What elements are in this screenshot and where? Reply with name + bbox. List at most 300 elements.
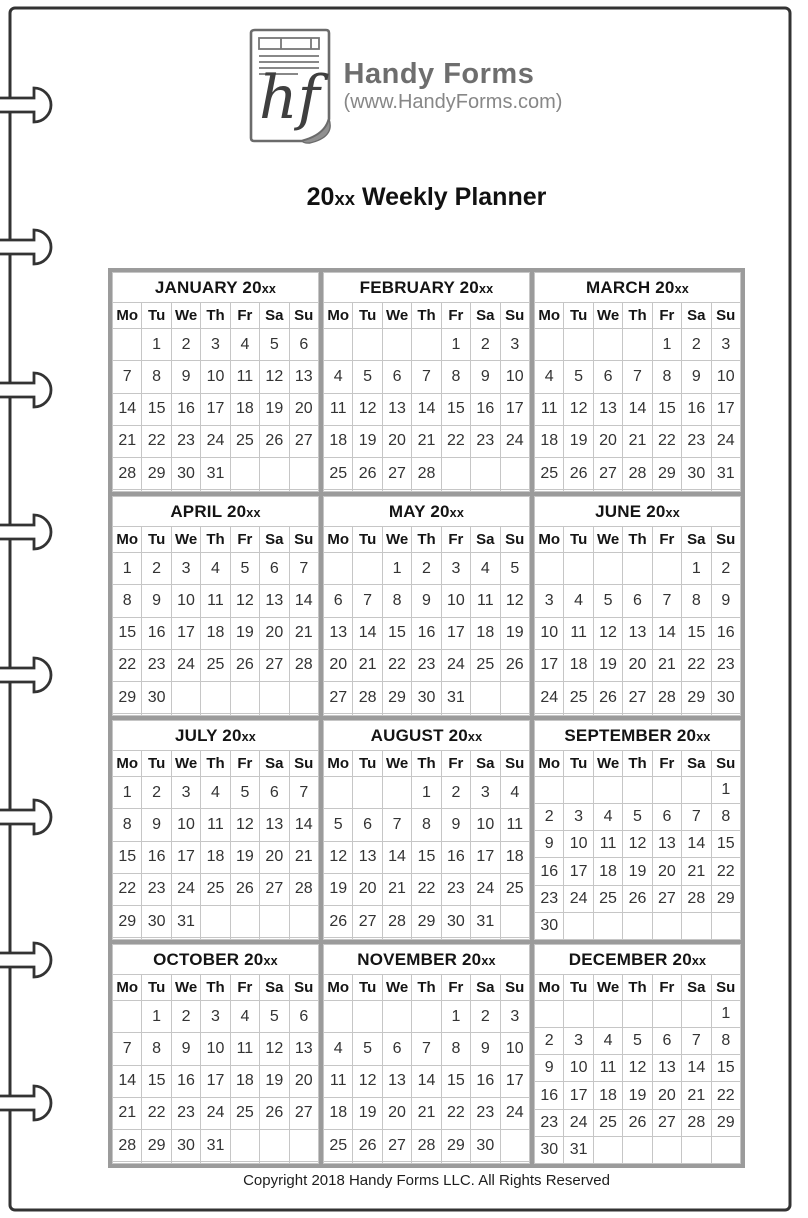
- date-cell: 27: [289, 425, 318, 457]
- date-cell: 29: [382, 682, 411, 714]
- empty-date-cell: [535, 714, 564, 716]
- date-cell: 13: [289, 1033, 318, 1065]
- date-cell: 19: [623, 1082, 652, 1109]
- empty-date-cell: [652, 553, 681, 585]
- week-row: [324, 1001, 530, 1033]
- date-cell: 26: [353, 458, 382, 490]
- empty-date-cell: [412, 714, 441, 716]
- empty-date-cell: [260, 458, 289, 490]
- week-row: [324, 714, 530, 716]
- calendar-grid: [108, 268, 745, 1168]
- dow-row: [324, 527, 530, 553]
- date-cell: 15: [441, 1065, 470, 1097]
- date-cell: 31: [711, 458, 740, 490]
- week-row: [113, 938, 319, 940]
- empty-date-cell: [471, 714, 500, 716]
- month-block: [323, 272, 530, 492]
- month-title: [113, 945, 319, 975]
- date-cell: 9: [471, 1033, 500, 1065]
- week-row: [535, 361, 741, 393]
- date-cell: 18: [564, 649, 593, 681]
- day-header-cell: Fr: [441, 975, 470, 1001]
- week-row: [113, 777, 319, 809]
- day-header-cell: Mo: [535, 303, 564, 329]
- month-block: [112, 944, 319, 1164]
- logo-monogram: hf: [258, 63, 320, 133]
- date-cell: 24: [500, 1097, 529, 1129]
- month-name: DECEMBER: [568, 949, 668, 969]
- day-header-cell: Fr: [652, 751, 681, 777]
- empty-date-cell: [324, 714, 353, 716]
- date-cell: 3: [201, 329, 230, 361]
- date-cell: 19: [564, 425, 593, 457]
- date-cell: 8: [113, 809, 142, 841]
- date-cell: 15: [142, 393, 171, 425]
- week-row: [535, 831, 741, 858]
- date-cell: 24: [564, 1109, 593, 1136]
- date-cell: 12: [564, 393, 593, 425]
- day-header-cell: Th: [412, 751, 441, 777]
- brand-url: (www.HandyForms.com): [343, 90, 563, 113]
- date-cell: 2: [682, 329, 711, 361]
- date-cell: 15: [441, 393, 470, 425]
- date-cell: 6: [652, 804, 681, 831]
- brand-text: [344, 59, 563, 113]
- day-header-cell: We: [171, 527, 200, 553]
- date-cell: 10: [711, 361, 740, 393]
- day-header-cell: Mo: [324, 527, 353, 553]
- date-cell: 2: [412, 553, 441, 585]
- week-row: [324, 906, 530, 938]
- date-cell: 14: [652, 617, 681, 649]
- day-header-cell: Mo: [113, 527, 142, 553]
- empty-date-cell: [353, 938, 382, 940]
- date-cell: 17: [711, 393, 740, 425]
- date-cell: 27: [382, 458, 411, 490]
- date-cell: 27: [260, 873, 289, 905]
- date-cell: 28: [652, 682, 681, 714]
- date-cell: 31: [201, 458, 230, 490]
- empty-date-cell: [564, 777, 593, 804]
- date-cell: 22: [382, 649, 411, 681]
- date-cell: 11: [324, 1065, 353, 1097]
- week-row: [535, 490, 741, 492]
- date-cell: 12: [230, 585, 259, 617]
- date-cell: 13: [382, 1065, 411, 1097]
- date-cell: 11: [230, 361, 259, 393]
- date-cell: 18: [593, 858, 622, 885]
- empty-date-cell: [412, 329, 441, 361]
- day-header-cell: Su: [289, 751, 318, 777]
- date-cell: 12: [230, 809, 259, 841]
- empty-date-cell: [441, 1162, 470, 1164]
- date-cell: 16: [142, 841, 171, 873]
- date-cell: 7: [682, 1028, 711, 1055]
- date-cell: 29: [682, 682, 711, 714]
- date-cell: 23: [142, 873, 171, 905]
- week-row: [113, 553, 319, 585]
- date-cell: 25: [230, 425, 259, 457]
- date-cell: 23: [412, 649, 441, 681]
- week-row: [324, 458, 530, 490]
- date-cell: 23: [171, 1097, 200, 1129]
- empty-date-cell: [324, 490, 353, 492]
- empty-date-cell: [441, 714, 470, 716]
- empty-date-cell: [564, 912, 593, 939]
- week-row: [113, 1097, 319, 1129]
- month-weeks: [324, 329, 530, 492]
- date-cell: 10: [441, 585, 470, 617]
- date-cell: 4: [324, 1033, 353, 1065]
- date-cell: 19: [623, 858, 652, 885]
- day-header-cell: Su: [500, 751, 529, 777]
- date-cell: 8: [652, 361, 681, 393]
- empty-date-cell: [201, 714, 230, 716]
- week-row: [113, 393, 319, 425]
- week-row: [535, 1109, 741, 1136]
- date-cell: 2: [471, 1001, 500, 1033]
- dow-row: [535, 527, 741, 553]
- day-header-cell: Tu: [564, 527, 593, 553]
- date-cell: 30: [535, 1136, 564, 1163]
- date-cell: 25: [324, 1130, 353, 1162]
- empty-date-cell: [260, 906, 289, 938]
- empty-date-cell: [289, 938, 318, 940]
- empty-date-cell: [471, 938, 500, 940]
- date-cell: 3: [564, 1028, 593, 1055]
- date-cell: 1: [652, 329, 681, 361]
- date-cell: 18: [201, 617, 230, 649]
- date-cell: 3: [500, 1001, 529, 1033]
- date-cell: 26: [230, 873, 259, 905]
- month-weeks: [113, 777, 319, 940]
- month-year-suffix: xx: [241, 729, 257, 744]
- week-row: [535, 885, 741, 912]
- week-row: [324, 682, 530, 714]
- empty-date-cell: [471, 1162, 500, 1164]
- date-cell: 30: [441, 906, 470, 938]
- date-cell: 5: [623, 1028, 652, 1055]
- date-cell: 26: [353, 1130, 382, 1162]
- day-header-cell: Mo: [113, 751, 142, 777]
- empty-date-cell: [230, 490, 259, 492]
- day-header-cell: Mo: [324, 975, 353, 1001]
- date-cell: 23: [441, 873, 470, 905]
- day-header-cell: We: [171, 975, 200, 1001]
- week-row: [113, 841, 319, 873]
- day-header-cell: Th: [201, 527, 230, 553]
- month-title: [113, 721, 319, 751]
- month-name: NOVEMBER: [357, 949, 458, 969]
- day-header-cell: Th: [201, 751, 230, 777]
- week-row: [113, 906, 319, 938]
- empty-date-cell: [623, 1136, 652, 1163]
- week-row: [324, 873, 530, 905]
- day-header-cell: Mo: [535, 527, 564, 553]
- date-cell: 22: [441, 425, 470, 457]
- empty-date-cell: [623, 553, 652, 585]
- month-year-prefix: 20: [462, 949, 482, 969]
- month-block: [112, 496, 319, 716]
- empty-date-cell: [113, 329, 142, 361]
- date-cell: 16: [682, 393, 711, 425]
- empty-date-cell: [201, 682, 230, 714]
- week-row: [113, 873, 319, 905]
- day-header-cell: Tu: [142, 975, 171, 1001]
- date-cell: 4: [324, 361, 353, 393]
- date-cell: 7: [652, 585, 681, 617]
- empty-date-cell: [535, 1001, 564, 1028]
- month-year-suffix: xx: [449, 505, 465, 520]
- empty-date-cell: [682, 1136, 711, 1163]
- date-cell: 31: [564, 1136, 593, 1163]
- day-header-cell: Tu: [142, 527, 171, 553]
- date-cell: 6: [324, 585, 353, 617]
- date-cell: 25: [593, 1109, 622, 1136]
- month-year-prefix: 20: [226, 501, 247, 521]
- date-cell: 19: [593, 649, 622, 681]
- date-cell: 13: [623, 617, 652, 649]
- day-header-cell: Fr: [230, 751, 259, 777]
- date-cell: 4: [500, 777, 529, 809]
- empty-date-cell: [564, 329, 593, 361]
- binder-hole: [0, 800, 51, 834]
- binder-hole: [0, 943, 51, 977]
- empty-date-cell: [593, 490, 622, 492]
- date-cell: 15: [142, 1065, 171, 1097]
- month-weeks: [324, 553, 530, 716]
- dow-row: [324, 975, 530, 1001]
- month-title: [535, 721, 741, 751]
- day-header-cell: Su: [711, 303, 740, 329]
- date-cell: 14: [623, 393, 652, 425]
- day-header-cell: Th: [623, 975, 652, 1001]
- date-cell: 9: [535, 831, 564, 858]
- date-cell: 25: [324, 458, 353, 490]
- date-cell: 27: [652, 885, 681, 912]
- day-header-cell: Fr: [652, 975, 681, 1001]
- empty-date-cell: [412, 490, 441, 492]
- date-cell: 26: [324, 906, 353, 938]
- month-year-suffix: xx: [246, 505, 261, 520]
- month-block: [323, 944, 530, 1164]
- date-cell: 15: [711, 1055, 740, 1082]
- date-cell: 17: [564, 858, 593, 885]
- date-cell: 15: [412, 841, 441, 873]
- month-year-prefix: 20: [646, 501, 666, 521]
- date-cell: 24: [564, 885, 593, 912]
- week-row: [324, 361, 530, 393]
- copyright-line: Copyright 2018 Handy Forms LLC. All Rights Reserved: [243, 1172, 610, 1189]
- empty-date-cell: [171, 1162, 200, 1164]
- month-title: [324, 497, 530, 527]
- week-row: [113, 1162, 319, 1164]
- date-cell: 22: [682, 649, 711, 681]
- date-cell: 10: [471, 809, 500, 841]
- empty-date-cell: [682, 490, 711, 492]
- date-cell: 5: [230, 553, 259, 585]
- binder-hole: [0, 373, 51, 407]
- date-cell: 8: [412, 809, 441, 841]
- empty-date-cell: [682, 777, 711, 804]
- empty-date-cell: [500, 458, 529, 490]
- date-cell: 29: [113, 906, 142, 938]
- day-header-cell: Th: [201, 303, 230, 329]
- empty-date-cell: [201, 938, 230, 940]
- date-cell: 12: [353, 393, 382, 425]
- date-cell: 1: [113, 777, 142, 809]
- date-cell: 5: [324, 809, 353, 841]
- date-cell: 18: [500, 841, 529, 873]
- binder-hole: [0, 1086, 51, 1120]
- date-cell: 14: [113, 1065, 142, 1097]
- month-name: MAY: [388, 501, 426, 521]
- empty-date-cell: [230, 906, 259, 938]
- month-block: [323, 496, 530, 716]
- empty-date-cell: [289, 682, 318, 714]
- month-title: [535, 945, 741, 975]
- date-cell: 28: [682, 1109, 711, 1136]
- date-cell: 18: [324, 1097, 353, 1129]
- date-cell: 10: [564, 1055, 593, 1082]
- date-cell: 3: [441, 553, 470, 585]
- date-cell: 4: [593, 804, 622, 831]
- empty-date-cell: [682, 1001, 711, 1028]
- month-year-prefix: 20: [242, 277, 262, 297]
- empty-date-cell: [652, 777, 681, 804]
- empty-date-cell: [441, 490, 470, 492]
- date-cell: 16: [171, 393, 200, 425]
- date-cell: 10: [500, 361, 529, 393]
- date-cell: 12: [623, 1055, 652, 1082]
- date-cell: 21: [682, 1082, 711, 1109]
- week-row: [535, 714, 741, 716]
- week-row: [324, 809, 530, 841]
- date-cell: 29: [711, 885, 740, 912]
- date-cell: 31: [471, 906, 500, 938]
- date-cell: 10: [201, 1033, 230, 1065]
- week-row: [535, 804, 741, 831]
- day-header-cell: Fr: [230, 303, 259, 329]
- empty-date-cell: [412, 938, 441, 940]
- day-header-cell: Th: [412, 303, 441, 329]
- empty-date-cell: [471, 682, 500, 714]
- month-name: AUGUST: [370, 725, 444, 745]
- date-cell: 25: [535, 458, 564, 490]
- date-cell: 4: [593, 1028, 622, 1055]
- week-row: [113, 458, 319, 490]
- day-header-cell: Sa: [260, 527, 289, 553]
- week-row: [324, 585, 530, 617]
- date-cell: 5: [353, 361, 382, 393]
- date-cell: 24: [441, 649, 470, 681]
- date-cell: 10: [535, 617, 564, 649]
- date-cell: 20: [382, 1097, 411, 1129]
- day-header-cell: We: [593, 975, 622, 1001]
- date-cell: 13: [260, 809, 289, 841]
- week-row: [113, 714, 319, 716]
- empty-date-cell: [142, 938, 171, 940]
- empty-date-cell: [230, 1130, 259, 1162]
- date-cell: 20: [260, 617, 289, 649]
- day-header-cell: We: [593, 751, 622, 777]
- day-header-cell: Fr: [652, 527, 681, 553]
- date-cell: 21: [353, 649, 382, 681]
- date-cell: 14: [412, 393, 441, 425]
- date-cell: 30: [682, 458, 711, 490]
- month-year-prefix: 20: [244, 949, 264, 969]
- date-cell: 3: [201, 1001, 230, 1033]
- date-cell: 13: [652, 1055, 681, 1082]
- empty-date-cell: [142, 714, 171, 716]
- date-cell: 9: [171, 361, 200, 393]
- empty-date-cell: [652, 490, 681, 492]
- empty-date-cell: [593, 1136, 622, 1163]
- empty-date-cell: [564, 553, 593, 585]
- date-cell: 23: [142, 649, 171, 681]
- week-row: [324, 777, 530, 809]
- empty-date-cell: [593, 329, 622, 361]
- date-cell: 16: [171, 1065, 200, 1097]
- date-cell: 8: [711, 804, 740, 831]
- date-cell: 21: [652, 649, 681, 681]
- date-cell: 22: [412, 873, 441, 905]
- binder-hole: [0, 515, 51, 549]
- date-cell: 13: [260, 585, 289, 617]
- month-title: [535, 273, 741, 303]
- empty-date-cell: [353, 553, 382, 585]
- empty-date-cell: [711, 714, 740, 716]
- date-cell: 22: [142, 1097, 171, 1129]
- date-cell: 27: [593, 458, 622, 490]
- date-cell: 12: [593, 617, 622, 649]
- date-cell: 23: [711, 649, 740, 681]
- day-header-cell: We: [171, 751, 200, 777]
- date-cell: 12: [623, 831, 652, 858]
- empty-date-cell: [593, 777, 622, 804]
- empty-date-cell: [324, 1162, 353, 1164]
- empty-date-cell: [324, 329, 353, 361]
- month-title: [324, 721, 530, 751]
- month-year-suffix: xx: [691, 953, 707, 968]
- handy-forms-logo-icon: [246, 28, 334, 144]
- date-cell: 17: [535, 649, 564, 681]
- empty-date-cell: [441, 938, 470, 940]
- date-cell: 3: [471, 777, 500, 809]
- date-cell: 22: [441, 1097, 470, 1129]
- date-cell: 28: [623, 458, 652, 490]
- week-row: [324, 841, 530, 873]
- empty-date-cell: [382, 490, 411, 492]
- date-cell: 25: [201, 649, 230, 681]
- date-cell: 11: [535, 393, 564, 425]
- empty-date-cell: [113, 714, 142, 716]
- date-cell: 21: [289, 841, 318, 873]
- month-title: [324, 945, 530, 975]
- date-cell: 3: [564, 804, 593, 831]
- date-cell: 3: [171, 777, 200, 809]
- day-header-cell: We: [171, 303, 200, 329]
- date-cell: 25: [564, 682, 593, 714]
- date-cell: 23: [682, 425, 711, 457]
- week-row: [113, 1130, 319, 1162]
- week-row: [324, 553, 530, 585]
- date-cell: 21: [623, 425, 652, 457]
- month-weeks: [113, 553, 319, 716]
- date-cell: 9: [142, 809, 171, 841]
- date-cell: 20: [289, 1065, 318, 1097]
- day-header-cell: Sa: [260, 751, 289, 777]
